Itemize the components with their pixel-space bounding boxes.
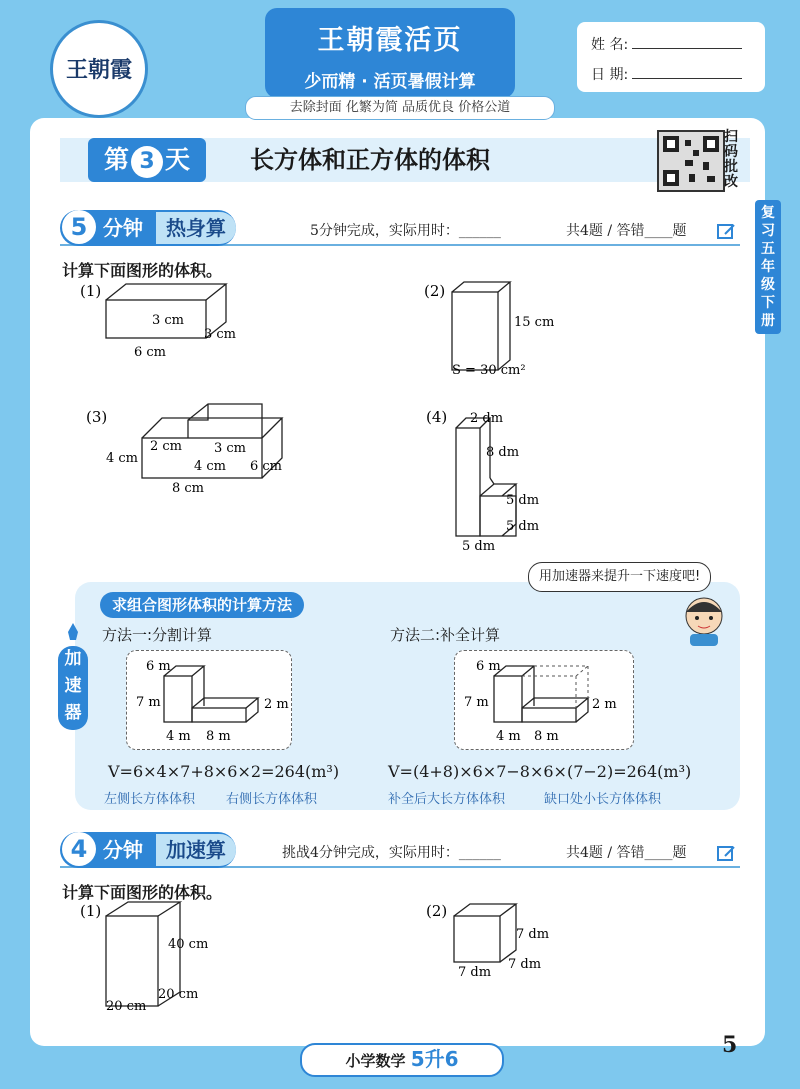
f4-a: 5 dm	[506, 493, 540, 508]
booster-side-label: 加速器	[58, 646, 88, 730]
method2-note-right: 缺口处小长方体体积	[544, 792, 662, 807]
method1-note-right: 右侧长方体体积	[226, 792, 318, 807]
s2-h: 7 dm	[516, 927, 550, 942]
m1-left-front	[164, 676, 192, 722]
date-label: 日 期:	[591, 67, 629, 83]
method2-name: 方法二:补全计算	[390, 626, 501, 644]
f3-label: (3)	[86, 408, 108, 426]
f3-h: 4 cm	[106, 451, 139, 466]
m1-c: 2 m	[264, 697, 289, 712]
logo	[50, 20, 148, 118]
day-badge	[88, 138, 206, 182]
m2-left-front	[494, 676, 522, 722]
logo-text: 王朝霞	[65, 57, 132, 83]
side-tab: 复习五年级下册	[755, 200, 781, 334]
qr-pattern	[659, 132, 723, 190]
warmup-badge	[60, 210, 236, 246]
s1-w: 20 cm	[106, 999, 147, 1014]
name-date-box	[577, 22, 765, 92]
method1-note-left: 左侧长方体体积	[104, 792, 196, 807]
brand-subtitle: 少而精 · 活页暑假计算	[304, 72, 476, 92]
qr-label: 扫码批改	[724, 129, 738, 190]
f2-s: S = 30 cm²	[452, 363, 526, 378]
day-number: 3	[131, 146, 163, 178]
day-suffix: 天	[165, 145, 191, 174]
warmup-task: 计算下面图形的体积。	[62, 261, 223, 280]
m2-completion-lines	[522, 666, 588, 708]
f3-d: 6 cm	[250, 459, 283, 474]
s1-front	[106, 916, 158, 1006]
pencil-icon-2	[717, 844, 737, 862]
f3-notch	[188, 404, 262, 438]
m1-right-edges	[192, 698, 258, 722]
booster-title: 求组合图形体积的计算方法	[100, 592, 304, 618]
warmup-time-info: 5分钟完成，实际用时：______	[310, 223, 501, 239]
s2-d: 7 dm	[508, 957, 542, 972]
f4-front-tall	[456, 428, 480, 536]
s1-label: (1)	[80, 902, 102, 920]
slogan: 去除封面 化繁为简 品质优良 价格公道	[245, 96, 555, 120]
title-banner	[265, 8, 515, 98]
f1-d: 3 cm	[204, 327, 237, 342]
rocket-icon	[64, 622, 82, 642]
qr-code-icon[interactable]	[657, 130, 725, 192]
brand-title: 王朝霞活页	[317, 25, 463, 56]
name-label: 姓 名:	[591, 37, 629, 53]
speed-task: 计算下面图形的体积。	[62, 883, 223, 902]
f1-w: 6 cm	[134, 345, 167, 360]
f4-w: 5 dm	[462, 539, 496, 554]
speed-badge	[60, 832, 236, 868]
method1-formula: V=6×4×7+8×6×2=264(m³)	[108, 762, 340, 781]
name-field[interactable]	[632, 36, 742, 49]
f3-w: 8 cm	[172, 481, 205, 496]
s2-front	[454, 916, 500, 962]
boy-avatar-icon	[676, 590, 732, 646]
m2-a: 6 m	[476, 659, 501, 674]
pencil-icon	[717, 222, 737, 240]
method2-formula: V=(4+8)×6×7−8×6×(7−2)=264(m³)	[388, 762, 692, 781]
f3-a: 2 cm	[150, 439, 183, 454]
m2-right-front	[522, 708, 576, 722]
speed-num: 4	[62, 832, 96, 866]
warmup-num: 5	[62, 210, 96, 244]
s2-w: 7 dm	[458, 965, 492, 980]
warmup-name: 热身算	[156, 212, 236, 244]
date-row	[591, 64, 742, 84]
warmup-score: 共4题 / 答错____题	[566, 223, 687, 239]
f2-label: (2)	[424, 282, 446, 300]
s2-label: (2)	[426, 902, 448, 920]
f2-edges	[452, 282, 510, 370]
method1-name: 方法一:分割计算	[102, 626, 213, 644]
f2-front	[452, 292, 498, 370]
f1-label: (1)	[80, 282, 102, 300]
f4-h: 8 dm	[486, 445, 520, 460]
method-figures	[126, 650, 646, 750]
m1-b: 7 m	[136, 695, 161, 710]
f2-h: 15 cm	[514, 315, 555, 330]
s1-h: 40 cm	[168, 937, 209, 952]
m2-d: 4 m	[496, 729, 521, 744]
day-prefix: 第	[103, 145, 129, 174]
warmup-label: 分钟	[102, 216, 143, 240]
f4-label: (4)	[426, 408, 448, 426]
m1-d: 4 m	[166, 729, 191, 744]
f4-b: 5 dm	[506, 519, 540, 534]
speech-bubble: 用加速器来提升一下速度吧!	[528, 562, 711, 592]
s2-edges	[454, 904, 516, 962]
f3-b: 3 cm	[214, 441, 247, 456]
f1-h: 3 cm	[152, 313, 185, 328]
date-field[interactable]	[632, 66, 742, 79]
m1-right-front	[192, 708, 246, 722]
m1-e: 8 m	[206, 729, 231, 744]
m1-a: 6 m	[146, 659, 171, 674]
f3-c: 4 cm	[194, 459, 227, 474]
speed-time-info: 挑战4分钟完成，实际用时：______	[282, 845, 501, 861]
footer-badge	[300, 1043, 504, 1077]
method2-note-left: 补全后大长方体体积	[388, 792, 506, 807]
page-title: 长方体和正方体的体积	[250, 146, 490, 174]
footer-subject: 小学数学	[345, 1052, 406, 1070]
footer-grade: 5升6	[410, 1047, 459, 1071]
warmup-figures	[70, 278, 790, 568]
m2-b: 7 m	[464, 695, 489, 710]
f4-edges-tall	[456, 418, 490, 478]
s1-d: 20 cm	[158, 987, 199, 1002]
speed-score: 共4题 / 答错____题	[566, 845, 687, 861]
speed-figures	[70, 896, 590, 1020]
speed-label: 分钟	[102, 838, 143, 862]
m2-right-edges	[522, 698, 588, 722]
m2-e: 8 m	[534, 729, 559, 744]
m2-c: 2 m	[592, 697, 617, 712]
speed-name: 加速算	[156, 834, 236, 866]
page-number: 5	[722, 1032, 738, 1058]
name-row	[591, 34, 742, 54]
f4-top: 2 dm	[470, 411, 504, 426]
